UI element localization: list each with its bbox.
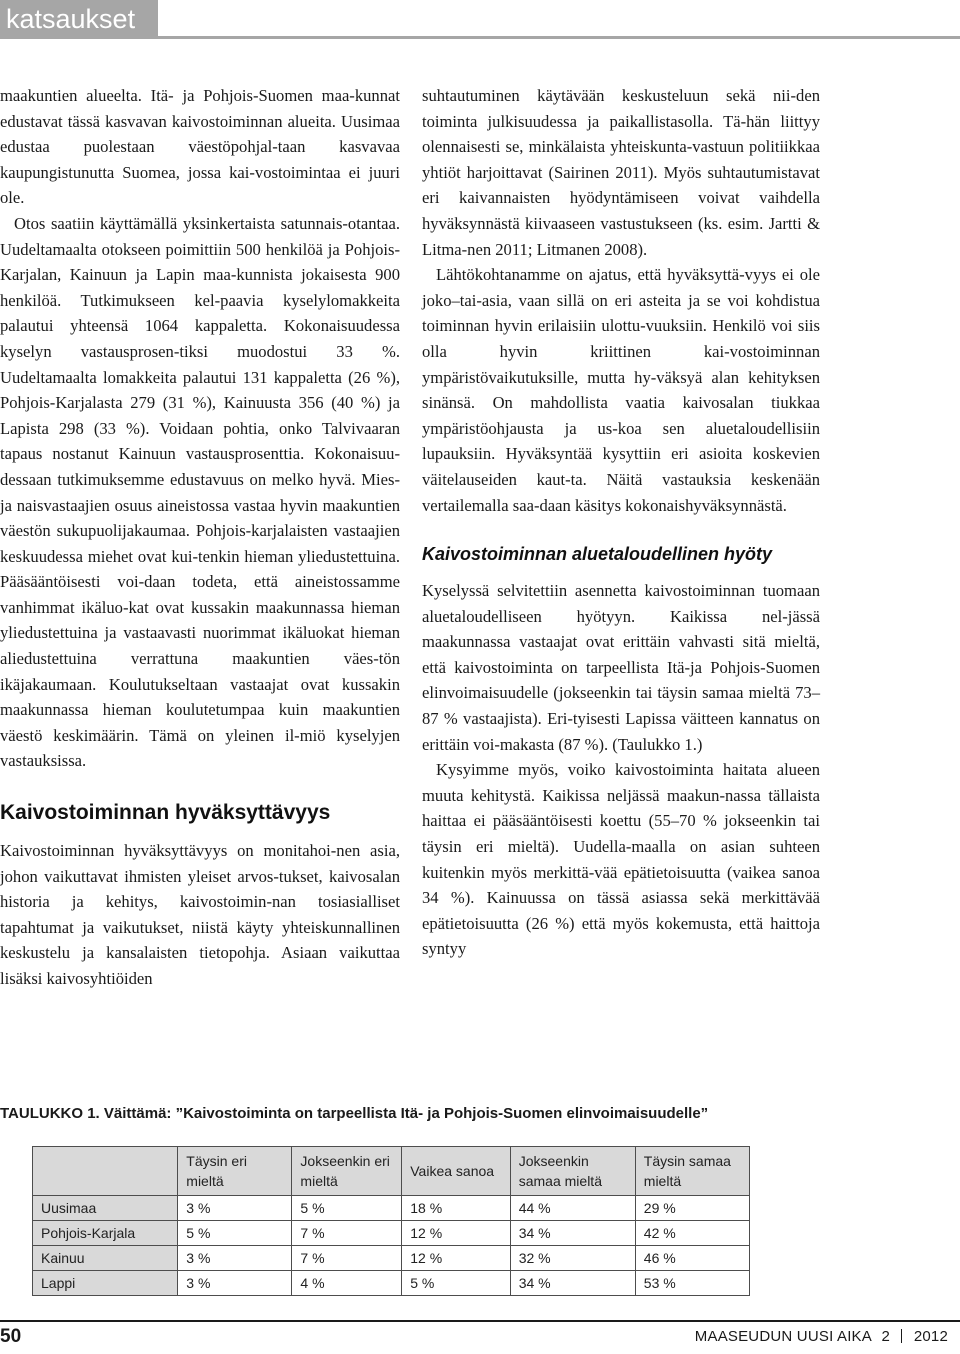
table-cell: 18 % [402, 1196, 510, 1221]
table-cell: 34 % [510, 1221, 635, 1246]
right-paragraph-3: Kyselyssä selvitettiin asennetta kaivostoiminnan tuomaan aluetaloudelliseen hyötyyn. Kaikissa nel-jässä maakunnassa vastaajat ovat erittäin vahvasti sitä mieltä, että kaivostoiminta on tarpeellista Itä-ja Pohjois-Suomen elinvoimaisuudelle (jokseenkin tai täysin samaa mieltä 73–87 % vastaajista). Eri-tyisesti Lapissa väitteen kannatus on erittäin voi-makasta (87 %). (Taulukko 1.) [422, 581, 820, 754]
table-row [33, 1246, 750, 1271]
table-cell: 42 % [635, 1221, 749, 1246]
table-cell: 7 % [292, 1246, 402, 1271]
footer-publication-name: MAASEUDUN UUSI AIKA [694, 1328, 872, 1345]
table-cell: 46 % [635, 1246, 749, 1271]
table-cell: 5 % [292, 1196, 402, 1221]
table-cell: 53 % [635, 1271, 749, 1296]
table-cell: 3 % [178, 1246, 292, 1271]
table-cell: 3 % [178, 1196, 292, 1221]
section-tag: katsaukset [0, 0, 158, 38]
table-row-label: Pohjois-Karjala [33, 1221, 178, 1246]
table-row-label: Uusimaa [33, 1196, 178, 1221]
table-cell: 7 % [292, 1221, 402, 1246]
table-cell: 4 % [292, 1271, 402, 1296]
left-column [0, 83, 400, 992]
table-cell: 5 % [402, 1271, 510, 1296]
right-column [422, 83, 820, 962]
table-cell: 34 % [510, 1271, 635, 1296]
footer-issue: 2 [881, 1328, 891, 1345]
table-cell: 32 % [510, 1246, 635, 1271]
table-cell: 12 % [402, 1221, 510, 1246]
footer-year: 2012 [913, 1328, 948, 1345]
table-header-row [33, 1147, 750, 1196]
table-cell: 12 % [402, 1246, 510, 1271]
page-number: 50 [0, 1326, 22, 1347]
table-header-cell: Jokseenkin eri mieltä [292, 1147, 402, 1196]
top-rule [0, 36, 960, 39]
right-paragraph-2: Lähtökohtanamme on ajatus, että hyväksyttä-vyys ei ole joko–tai-asia, vaan sillä on eri asteita ja se voi kohdistua toiminnan hyvin erilaisiin ulottu-vuuksiin. Henkilö voi siis olla hyvin kriittinen kai-vostoiminnan ympäristövaikutuksille, mutta hy-väksyä alan kehityksen sinänsä. On mahdollista vaatia kaivosalan tiukkaa ympäristöohjausta ja us-koa sen aluetaloudellisiin lupauksiin. Hyväksyntää kysyttiin eri asioita koskevien väitelauseiden kaut-ta. Näitä vastauksia keskenään vertailemalla saa-daan käsitys kokonaishyväksynnästä. [422, 265, 820, 515]
table-row-label: Lappi [33, 1271, 178, 1296]
table-header-cell: Jokseenkin samaa mieltä [510, 1147, 635, 1196]
left-paragraph-3: Kaivostoiminnan hyväksyttävyys on monitahoi-nen asia, johon vaikuttavat ihmisten yleiset arvos-tukset, kaivosalan historia ja kehitys, kaivostoimin-nan tosiasialliset tapahtumat ja vaikutukset, niistä käyty yhteiskunnallinen keskustelu ja kansalaisten tietopohja. Asiaan vaikuttaa lisäksi kaivosyhtiöiden [0, 841, 400, 988]
right-paragraph-4: Kysyimme myös, voiko kaivostoiminta haitata alueen muuta kehitystä. Kaikissa neljässä maakun-nassa tällaista haittaa ei pääsääntöisesti koettu (55–70 % jokseenkin tai täysin eri mieltä). Uudella-maalla on asian suhteen kuitenkin myös merkittä-vää epätietoisuutta (vaikea sanoa 34 %). Kainuussa on tässä asiassa sekä merkittävää epätietoisuutta (26 %) että myös kokemusta, että haittoja syntyy [422, 760, 820, 959]
table-cell: 29 % [635, 1196, 749, 1221]
section-heading: Kaivostoiminnan hyväksyttävyys [0, 801, 331, 825]
footer-publication-info [695, 1328, 948, 1345]
table-row [33, 1271, 750, 1296]
table-header-cell [33, 1147, 178, 1196]
left-paragraph-1: maakuntien alueelta. Itä- ja Pohjois-Suomen maa-kunnat edustavat tässä kasvavan kaivostoiminnan alueita. Uusimaa edustaa puolestaan väestöpohjal-taan kasvavaa kaupungistunutta Suomea, jossa kai-vostoimintaa ei juuri ole. [0, 86, 400, 208]
data-table [32, 1146, 750, 1296]
table-header-cell: Täysin eri mieltä [178, 1147, 292, 1196]
table-title: TAULUKKO 1. Väittämä: ”Kaivostoiminta on tarpeellista Itä- ja Pohjois-Suomen elinvoimaisuudelle” [0, 1105, 709, 1122]
left-paragraph-2: Otos saatiin käyttämällä yksinkertaista satunnais-otantaa. Uudeltamaalta otokseen poimittiin 500 henkilöä ja Pohjois-Karjalan, Kainuun ja Lapin maa-kunnista jokaisesta 900 henkilöä. Tutkimukseen kel-paavia kyselylomakkeita palautui yhteensä 1064 kappaletta. Kokonaisuudessa kyselyn vastausprosen-tiksi muodostui 33 %. Uudeltamaalta lomakkeita palautui 131 kappaletta (26 %), Pohjois-Karjalasta 279 (31 %), Kainuusta 356 (40 %) ja Lapista 298 (33 %). Voidaan pohtia, onko Talvivaaran tapaus nostanut Kainuun vastausprosenttia. Kokonaisuu-dessaan tutkimuksemme edustavuus on melko hyvä. Mies- ja naisvastaajien osuus aineistossa vastaa hyvin maakuntien väestön sukupuolijakaumaa. Pohjois-karjalaisten vastaajien keskuudessa miehet ovat kui-tenkin hieman yliedustettuina. Pääsääntöisesti voi-daan todeta, että aineistossamme vanhimmat ikäluo-kat ovat kussakin maakunnassa hieman yliedustettuina ja vastaavasti nuorimmat ikäluokat hieman aliedustettuina verrattuna maakuntien väes-tön ikäjakaumaan. Koulutukseltaan vastaajat ovat kussakin maakunnassa hieman koulutetumpaa kuin maakuntien väestö keskimäärin. Tämä on yleinen il-miö kyselyjen vastauksissa. [0, 213, 400, 771]
footer-separator [901, 1329, 902, 1343]
table-row [33, 1196, 750, 1221]
table-header-cell: Täysin samaa mieltä [635, 1147, 749, 1196]
table-header-cell: Vaikea sanoa [402, 1147, 510, 1196]
table-row-label: Kainuu [33, 1246, 178, 1271]
table-cell: 5 % [178, 1221, 292, 1246]
table-row [33, 1221, 750, 1246]
bottom-rule [0, 1320, 960, 1322]
right-paragraph-1: suhtautuminen käytävään keskusteluun sekä nii-den toiminta julkisuudessa ja paikallistasolla. Tä-hän liittyy olennaisesti se, minkälaista yhteiskunta-vastuun politiikkaa yhtiöt harjoittavat (Sairinen 2011). Myös suhtautumistavat eri kaivannaisten hyödyntämiseen voivat vaihdella hyväksynnästä kiivaaseen vastustukseen (ks. esim. Jartti & Litma-nen 2011; Litmanen 2008). [422, 86, 820, 259]
sub-heading: Kaivostoiminnan aluetaloudellinen hyöty [422, 544, 773, 565]
table-cell: 44 % [510, 1196, 635, 1221]
table-cell: 3 % [178, 1271, 292, 1296]
